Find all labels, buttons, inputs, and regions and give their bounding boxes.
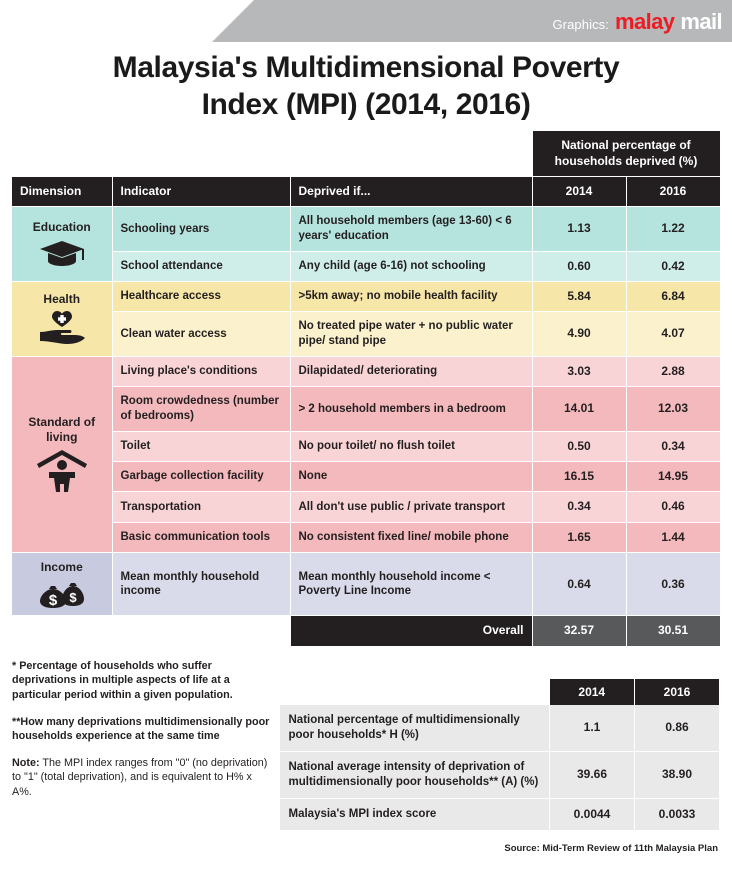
indicator-cell: Transportation xyxy=(112,492,290,522)
table-span-header-row xyxy=(12,131,720,176)
deprived-cell: No consistent fixed line/ mobile phone xyxy=(290,522,532,552)
overall-value-2016: 30.51 xyxy=(626,616,720,646)
header-year-2016: 2016 xyxy=(626,176,720,206)
mpi-value-2016: 0.0033 xyxy=(635,798,720,831)
deprived-cell: Mean monthly household income < Poverty Line Income xyxy=(290,553,532,616)
table-row xyxy=(280,798,720,831)
svg-text:$: $ xyxy=(69,590,77,606)
mpi-header-2016: 2016 xyxy=(635,679,720,705)
indicator-cell: Toilet xyxy=(112,431,290,461)
table-row xyxy=(12,553,720,616)
indicator-cell: Living place's conditions xyxy=(112,356,290,386)
indicator-cell: Clean water access xyxy=(112,312,290,356)
table-row xyxy=(12,462,720,492)
value-2014: 16.15 xyxy=(532,462,626,492)
svg-text:$: $ xyxy=(48,592,57,609)
span-header-national-percentage: National percentage of households deprived (%) xyxy=(532,131,720,176)
value-2014: 0.64 xyxy=(532,553,626,616)
indicator-cell: School attendance xyxy=(112,251,290,281)
title-line-1: Malaysia's Multidimensional Poverty xyxy=(112,51,620,84)
value-2016: 0.34 xyxy=(626,431,720,461)
deprivation-table xyxy=(12,131,721,647)
mpi-value-2016: 0.86 xyxy=(635,705,720,751)
value-2016: 1.22 xyxy=(626,207,720,251)
footnote-3 xyxy=(12,756,270,800)
value-2016: 4.07 xyxy=(626,312,720,356)
deprived-cell: No treated pipe water + no public water pipe/ stand pipe xyxy=(290,312,532,356)
indicator-cell: Mean monthly household income xyxy=(112,553,290,616)
value-2014: 14.01 xyxy=(532,387,626,431)
footnote-2: **How many deprivations multidimensionally poor households experience at the same time xyxy=(12,715,270,743)
deprived-cell: Any child (age 6-16) not schooling xyxy=(290,251,532,281)
value-2014: 5.84 xyxy=(532,282,626,312)
mpi-row-label: National percentage of multidimensionally poor households* H (%) xyxy=(280,705,550,751)
mpi-header-2014: 2014 xyxy=(550,679,635,705)
indicator-cell: Schooling years xyxy=(112,207,290,251)
table-header-row xyxy=(12,176,720,206)
deprived-cell: > 2 household members in a bedroom xyxy=(290,387,532,431)
money-bags-icon xyxy=(37,578,87,608)
header-dimension: Dimension xyxy=(12,176,112,206)
dimension-cell-health xyxy=(12,282,112,357)
dimension-label: Education xyxy=(32,219,91,234)
brand-name-primary: malay xyxy=(614,9,675,34)
dimension-cell-education xyxy=(12,207,112,282)
footnote-3-text: The MPI index ranges from "0" (no deprivation) to "1" (total deprivation), and is equivalent to H% x A%. xyxy=(12,756,268,798)
value-2016: 2.88 xyxy=(626,356,720,386)
header-indicator: Indicator xyxy=(112,176,290,206)
value-2014: 1.65 xyxy=(532,522,626,552)
table-row xyxy=(12,431,720,461)
indicator-cell: Garbage collection facility xyxy=(112,462,290,492)
value-2016: 0.42 xyxy=(626,251,720,281)
value-2016: 0.36 xyxy=(626,553,720,616)
table-row xyxy=(12,282,720,312)
overall-row xyxy=(12,616,720,646)
deprived-cell: None xyxy=(290,462,532,492)
header-bar xyxy=(0,0,732,42)
footnote-1: * Percentage of households who suffer deprivations in multiple aspects of life at a particular period within a given population. xyxy=(12,659,233,701)
value-2016: 0.46 xyxy=(626,492,720,522)
table-row xyxy=(12,207,720,251)
deprived-cell: >5km away; no mobile health facility xyxy=(290,282,532,312)
mpi-value-2014: 0.0044 xyxy=(550,798,635,831)
deprived-cell: Dilapidated/ deteriorating xyxy=(290,356,532,386)
table-row xyxy=(12,522,720,552)
mpi-row-label: Malaysia's MPI index score xyxy=(280,798,550,831)
spacer-cell xyxy=(12,131,532,176)
title-line-2: Index (MPI) (2014, 2016) xyxy=(201,87,531,121)
table-row xyxy=(12,492,720,522)
header-year-2014: 2014 xyxy=(532,176,626,206)
table-row xyxy=(12,251,720,281)
table-row xyxy=(12,312,720,356)
mpi-value-2016: 38.90 xyxy=(635,751,720,798)
spacer-cell xyxy=(12,616,290,646)
value-2014: 0.34 xyxy=(532,492,626,522)
deprived-cell: No pour toilet/ no flush toilet xyxy=(290,431,532,461)
value-2014: 4.90 xyxy=(532,312,626,356)
indicator-cell: Healthcare access xyxy=(112,282,290,312)
dimension-label: Income xyxy=(40,560,83,575)
heart-hand-icon xyxy=(37,310,87,346)
source-note: Source: Mid-Term Review of 11th Malaysia Plan xyxy=(504,843,718,855)
graduation-cap-icon xyxy=(38,238,86,268)
deprived-cell: All don't use public / private transport xyxy=(290,492,532,522)
header-deprived-if: Deprived if... xyxy=(290,176,532,206)
table-row xyxy=(12,387,720,431)
footnotes xyxy=(12,657,270,800)
table-row xyxy=(280,751,720,798)
brand-logo xyxy=(552,11,722,33)
person-house-icon xyxy=(35,448,89,494)
mpi-header-blank xyxy=(280,679,550,705)
value-2016: 14.95 xyxy=(626,462,720,492)
mpi-header-row xyxy=(280,679,720,705)
indicator-cell: Basic communication tools xyxy=(112,522,290,552)
mpi-row-label: National average intensity of deprivation of multidimensionally poor households** (A) (%) xyxy=(280,751,550,798)
value-2014: 1.13 xyxy=(532,207,626,251)
graphics-label: Graphics: xyxy=(552,17,609,32)
value-2016: 6.84 xyxy=(626,282,720,312)
overall-value-2014: 32.57 xyxy=(532,616,626,646)
dimension-label: Health xyxy=(43,291,81,306)
brand-name-secondary: mail xyxy=(680,9,722,34)
value-2016: 12.03 xyxy=(626,387,720,431)
dimension-label: Standard of living xyxy=(28,414,96,444)
value-2014: 0.50 xyxy=(532,431,626,461)
mpi-value-2014: 1.1 xyxy=(550,705,635,751)
indicator-cell: Room crowdedness (number of bedrooms) xyxy=(112,387,290,431)
dimension-cell-standard-of-living xyxy=(12,356,112,552)
deprived-cell: All household members (age 13-60) < 6 years' education xyxy=(290,207,532,251)
page-title xyxy=(0,42,732,125)
table-row xyxy=(12,356,720,386)
dimension-cell-income xyxy=(12,553,112,616)
value-2014: 0.60 xyxy=(532,251,626,281)
table-row xyxy=(280,705,720,751)
value-2014: 3.03 xyxy=(532,356,626,386)
mpi-summary-table xyxy=(280,679,721,831)
footnote-3-label: Note: xyxy=(12,756,40,769)
overall-label: Overall xyxy=(290,616,532,646)
mpi-value-2014: 39.66 xyxy=(550,751,635,798)
value-2016: 1.44 xyxy=(626,522,720,552)
